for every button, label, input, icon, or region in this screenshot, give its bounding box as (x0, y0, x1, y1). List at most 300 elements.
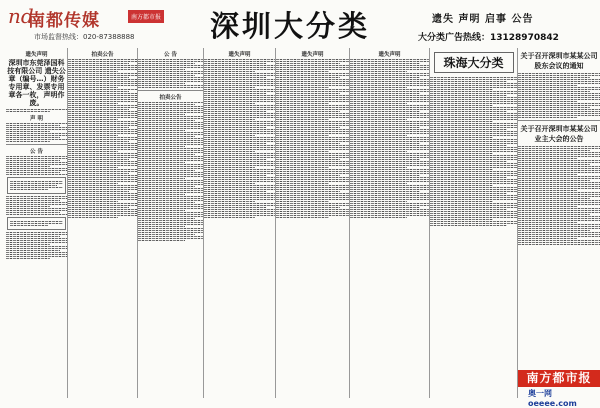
text-line (138, 116, 203, 117)
text-line (6, 206, 50, 207)
text-line (138, 162, 185, 163)
text-line (276, 95, 349, 96)
text-line (68, 179, 137, 180)
text-line (276, 89, 349, 90)
text-line (204, 125, 275, 126)
text-line (276, 179, 349, 180)
text-line (204, 163, 275, 164)
text-line (138, 67, 203, 68)
text-line (350, 143, 420, 144)
text-line (350, 195, 429, 196)
text-line (518, 166, 600, 167)
text-line (430, 161, 507, 162)
text-line (430, 85, 517, 86)
text-line (68, 169, 137, 170)
text-line (276, 145, 349, 146)
text-line (138, 61, 203, 62)
text-line (350, 157, 429, 158)
text-line (430, 181, 517, 182)
text-line (68, 155, 137, 156)
text-line (68, 109, 129, 110)
text-line (350, 161, 429, 162)
text-line (68, 127, 129, 128)
text-line (204, 151, 255, 152)
text-line (430, 125, 517, 126)
text-line (350, 77, 420, 78)
text-line (350, 119, 407, 120)
text-line (276, 83, 349, 84)
text-line (518, 226, 600, 227)
text-line (68, 213, 137, 214)
text-line (276, 105, 349, 106)
text-line (68, 187, 137, 188)
text-line (350, 99, 429, 100)
text-line (68, 183, 118, 184)
text-line (68, 167, 118, 168)
text-line (68, 217, 118, 218)
text-line (350, 185, 429, 186)
text-line (204, 63, 266, 64)
text-line (350, 71, 407, 72)
text-line (350, 67, 429, 68)
text-line (430, 203, 517, 204)
text-line (68, 161, 137, 162)
text-line (204, 77, 266, 78)
text-line (350, 121, 429, 122)
column-1 (6, 48, 68, 398)
text-line (10, 185, 57, 186)
text-line (6, 156, 67, 157)
text-line (68, 173, 129, 174)
text-line (6, 129, 67, 130)
text-line (68, 129, 137, 130)
text-line (350, 135, 407, 136)
text-line (518, 180, 590, 181)
text-line (350, 79, 429, 80)
text-line (276, 75, 349, 76)
text-line (138, 170, 195, 171)
text-line (68, 119, 118, 120)
section-header: 拍卖公告 (159, 95, 182, 101)
text-line (6, 174, 67, 175)
text-line (204, 203, 275, 204)
text-line (276, 193, 349, 194)
text-line (430, 197, 517, 198)
text-line (138, 180, 203, 181)
text-line (138, 168, 203, 169)
text-line (204, 199, 275, 200)
text-line (276, 97, 349, 98)
text-line (430, 211, 517, 212)
text-line (430, 147, 517, 148)
text-line (518, 87, 600, 88)
text-line (204, 139, 275, 140)
text-line (204, 111, 266, 112)
text-line (204, 71, 255, 72)
text-line (204, 61, 275, 62)
text-line (350, 151, 407, 152)
text-line (204, 69, 275, 70)
text-line (276, 183, 329, 184)
text-line (518, 230, 590, 231)
text-line (518, 107, 590, 108)
text-line (276, 175, 340, 176)
text-line (430, 117, 517, 118)
column-header: 遗失声明 (378, 52, 401, 58)
text-line (68, 141, 129, 142)
text-line (204, 157, 275, 158)
text-line (204, 143, 266, 144)
text-line (138, 198, 203, 199)
text-line (518, 178, 600, 179)
text-line (350, 139, 429, 140)
text-line (430, 91, 517, 92)
text-line (6, 202, 67, 203)
text-line (276, 203, 349, 204)
text-line (68, 203, 137, 204)
text-line (204, 131, 275, 132)
newspaper-logo: 南方都市报 (518, 370, 600, 387)
text-line (276, 93, 340, 94)
text-line (518, 81, 600, 82)
column-5 (276, 48, 350, 398)
text-line (204, 159, 266, 160)
text-line (350, 107, 429, 108)
text-line (276, 125, 349, 126)
text-line (518, 188, 600, 189)
text-line (10, 187, 63, 188)
text-line (68, 69, 137, 70)
text-line (204, 101, 275, 102)
text-line (138, 192, 203, 193)
nd-logo-icon (8, 3, 34, 29)
text-line (6, 123, 67, 124)
text-line (138, 132, 203, 133)
zhuhai-section-title: 珠海大分类 (434, 52, 514, 73)
text-line (68, 61, 137, 62)
text-line (204, 137, 275, 138)
text-line (68, 121, 137, 122)
text-line (518, 200, 600, 201)
text-line (6, 200, 60, 201)
text-line (138, 104, 195, 105)
text-line (204, 213, 275, 214)
text-line (204, 127, 266, 128)
text-line (350, 207, 420, 208)
ad-types: 遗失 声明 启事 公告 (432, 14, 534, 25)
text-line (350, 193, 429, 194)
text-line (276, 119, 329, 120)
text-line (430, 225, 507, 226)
text-line (138, 144, 203, 145)
text-line (350, 85, 429, 86)
text-line (138, 232, 203, 233)
text-line (204, 167, 255, 168)
text-line (350, 97, 429, 98)
text-line (6, 244, 50, 245)
text-line (6, 214, 67, 215)
text-line (430, 177, 507, 178)
text-line (204, 93, 266, 94)
text-line (68, 67, 137, 68)
text-line (138, 216, 203, 217)
text-line (518, 206, 577, 207)
text-line (68, 197, 137, 198)
text-line (276, 163, 349, 164)
text-line (430, 97, 517, 98)
text-line (518, 160, 600, 161)
text-line (138, 194, 185, 195)
text-line (68, 77, 129, 78)
text-line (204, 165, 275, 166)
text-line (430, 195, 517, 196)
text-line (204, 113, 275, 114)
text-line (68, 131, 137, 132)
text-line (350, 133, 429, 134)
text-line (68, 123, 137, 124)
text-line (68, 177, 137, 178)
text-line (350, 117, 429, 118)
text-line (68, 145, 137, 146)
text-line (204, 201, 255, 202)
text-line (430, 217, 517, 218)
text-line (350, 163, 429, 164)
text-line (276, 137, 349, 138)
text-line (204, 169, 275, 170)
text-line (350, 203, 429, 204)
text-line (6, 238, 67, 239)
text-line (6, 210, 67, 211)
text-line (430, 173, 517, 174)
text-line (138, 222, 203, 223)
text-line (204, 133, 275, 134)
text-line (518, 73, 600, 74)
text-line (430, 159, 517, 160)
text-line (276, 123, 349, 124)
text-line (138, 146, 185, 147)
text-line (204, 207, 266, 208)
text-line (350, 189, 429, 190)
text-line (138, 184, 203, 185)
text-line (204, 59, 275, 60)
text-line (350, 197, 429, 198)
text-line (518, 176, 600, 177)
text-line (204, 97, 275, 98)
text-line (10, 221, 63, 222)
text-line (276, 185, 349, 186)
text-line (204, 123, 275, 124)
text-line (68, 149, 137, 150)
text-line (138, 134, 203, 135)
text-line (6, 252, 67, 253)
text-line (68, 105, 137, 106)
text-line (350, 145, 429, 146)
text-line (68, 175, 137, 176)
text-line (518, 218, 600, 219)
text-line (276, 147, 349, 148)
text-line (204, 187, 275, 188)
column-header: 拍卖公告 (91, 52, 114, 58)
text-line (430, 215, 517, 216)
text-line (430, 193, 507, 194)
text-line (204, 149, 275, 150)
text-line (276, 205, 349, 206)
text-line (204, 103, 255, 104)
text-line (350, 171, 429, 172)
text-line (68, 193, 137, 194)
text-line (204, 121, 275, 122)
text-line (276, 127, 340, 128)
text-line (204, 181, 275, 182)
text-line (430, 189, 517, 190)
text-line (350, 205, 429, 206)
text-line (138, 126, 203, 127)
text-line (138, 230, 203, 231)
text-line (6, 111, 50, 112)
text-line (6, 170, 67, 171)
text-line (350, 181, 429, 182)
text-line (350, 69, 429, 70)
text-line (276, 141, 349, 142)
text-line (68, 79, 137, 80)
text-line (350, 191, 420, 192)
text-line (518, 113, 600, 114)
text-line (204, 105, 275, 106)
text-line (138, 228, 203, 229)
text-line (204, 155, 275, 156)
text-line (6, 240, 67, 241)
text-line (204, 109, 275, 110)
text-line (350, 91, 429, 92)
text-line (430, 79, 517, 80)
text-line (350, 83, 429, 84)
text-line (204, 161, 275, 162)
text-line (518, 228, 600, 229)
text-line (276, 181, 349, 182)
text-line (68, 159, 129, 160)
divider (518, 120, 600, 121)
text-line (518, 109, 600, 110)
text-line (68, 97, 137, 98)
text-line (430, 87, 517, 88)
text-line (430, 175, 517, 176)
text-line (430, 101, 517, 102)
text-line (68, 185, 137, 186)
text-line (350, 81, 429, 82)
text-line (430, 183, 517, 184)
text-line (518, 204, 600, 205)
column-header: 公 告 (164, 52, 177, 58)
text-line (138, 108, 203, 109)
text-line (518, 150, 590, 151)
text-line (350, 165, 429, 166)
text-line (430, 191, 517, 192)
text-line (68, 65, 137, 66)
text-line (138, 128, 203, 129)
text-line (204, 173, 275, 174)
text-line (276, 121, 349, 122)
text-line (68, 139, 137, 140)
text-line (276, 195, 349, 196)
text-line (68, 83, 137, 84)
text-line (6, 166, 50, 167)
text-line (276, 101, 349, 102)
text-line (518, 83, 600, 84)
text-line (204, 193, 275, 194)
text-line (350, 215, 429, 216)
text-line (276, 155, 349, 156)
text-line (6, 125, 60, 126)
text-line (6, 141, 50, 142)
text-line (518, 105, 600, 106)
text-line (430, 103, 517, 104)
text-line (68, 91, 129, 92)
text-line (138, 224, 203, 225)
text-line (350, 209, 429, 210)
text-line (138, 150, 203, 151)
text-line (138, 212, 203, 213)
text-line (138, 79, 203, 80)
text-line (430, 107, 517, 108)
text-line (138, 204, 203, 205)
page-title: 深圳大分类 (210, 9, 371, 43)
text-line (276, 111, 340, 112)
text-line (350, 87, 407, 88)
text-line (518, 182, 600, 183)
text-line (68, 165, 137, 166)
section-header: 公 告 (30, 149, 43, 155)
text-line (350, 169, 429, 170)
text-line (276, 159, 340, 160)
text-line (518, 210, 600, 211)
section-header: 关于召开深圳市某某公司业主大会的公告 (520, 125, 598, 143)
text-line (138, 118, 203, 119)
text-line (518, 154, 600, 155)
text-line (138, 110, 203, 111)
text-line (138, 214, 203, 215)
text-line (430, 139, 517, 140)
text-line (138, 63, 195, 64)
text-line (68, 143, 137, 144)
text-line (204, 119, 255, 120)
text-line (350, 109, 429, 110)
text-line (276, 191, 340, 192)
text-line (138, 124, 203, 125)
text-line (430, 129, 507, 130)
text-line (10, 225, 48, 226)
text-line (350, 129, 429, 130)
text-line (518, 170, 600, 171)
text-line (68, 199, 137, 200)
text-line (68, 59, 137, 60)
text-line (6, 131, 50, 132)
text-line (350, 61, 429, 62)
text-line (430, 165, 517, 166)
text-line (430, 151, 517, 152)
text-line (138, 130, 185, 131)
text-line (276, 189, 349, 190)
text-line (430, 99, 517, 100)
text-line (430, 121, 493, 122)
text-line (204, 81, 275, 82)
text-line (204, 87, 255, 88)
text-line (68, 209, 137, 210)
text-line (430, 185, 493, 186)
text-line (276, 71, 329, 72)
text-line (350, 159, 420, 160)
text-line (276, 171, 349, 172)
text-line (276, 173, 349, 174)
